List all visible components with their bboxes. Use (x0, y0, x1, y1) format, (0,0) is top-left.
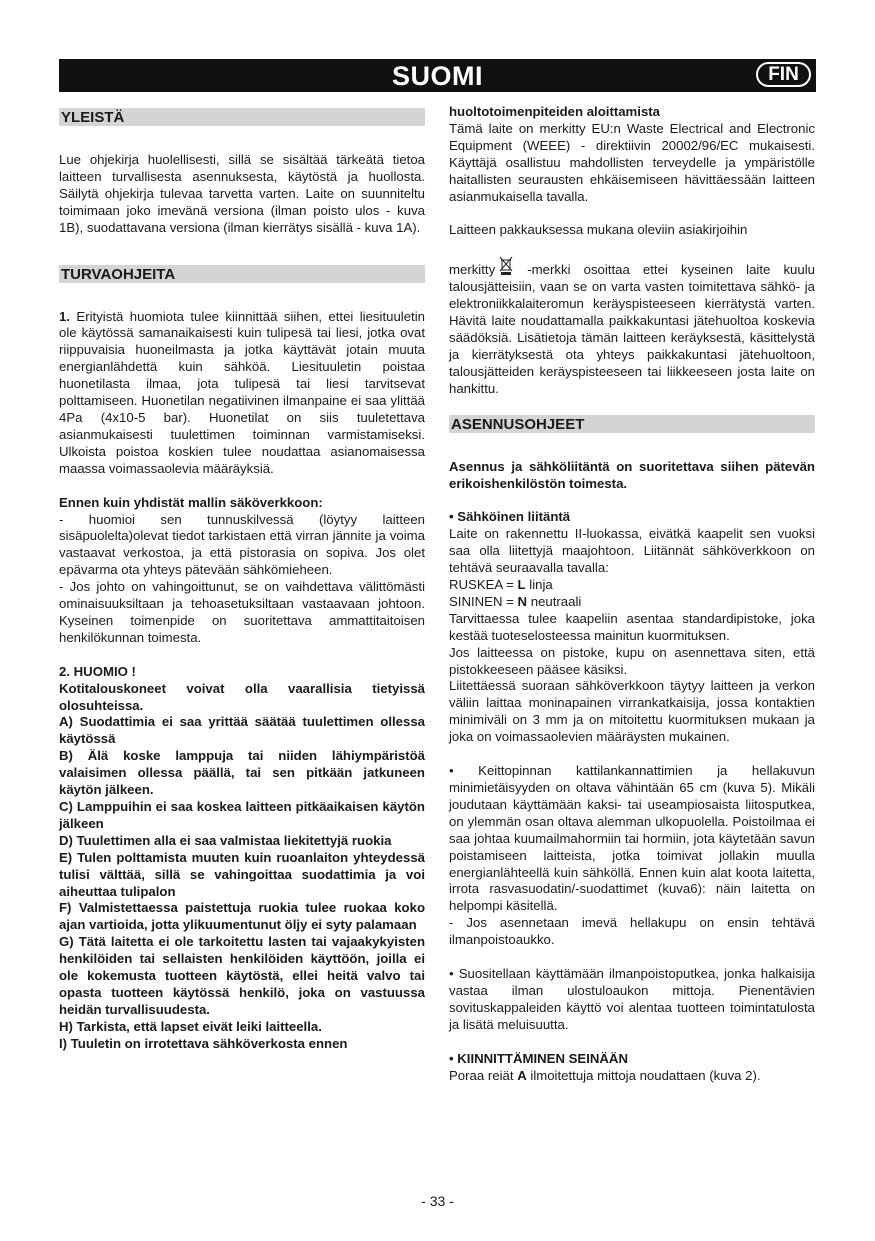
warning-item-f: F) Valmistettaessa paistettuja ruokia tulee ruokaa koko ajan vartioida, jotta ylikuumentunut öljy ei syty palamaan (59, 900, 425, 933)
distance-paragraph: • Keittopinnan kattilankannattimien ja hellakuvun minimietäisyyden on oltava vähintään 65 cm (kuva 5). Mikäli joudutaan käyttämään kaksi- tai useampiosaista liitosputkea, on ylemmän osan oltava alemman ulkopuolella. Poistoilmaa ei saa johtaa kuumailmahormiin tai hormiin, jota käytetään savun poistamiseen laitteista, jotka toimivat jollakin muulla energianlähteellä kuin sähköllä. Ennen kuin alat koota laitetta, irrota rasvasuodatin/-suodattimet (kuva6): näin laitetta on helpompi käsitellä. (449, 763, 815, 914)
packaging-word: merkitty (449, 262, 496, 278)
warning-item-e: E) Tulen polttamista muuten kuin ruoanlaiton yhteydessä tulisi välttää, sillä se vahingoittaa suodattimia ja voi aiheuttaa tulipalon (59, 849, 425, 899)
right-column (449, 104, 815, 1085)
section-heading-asennusohjeet: ASENNUSOHJEET (449, 415, 815, 433)
left-column (59, 108, 425, 1053)
brown-wire-line (449, 577, 815, 594)
electrical-paragraph-1: Laite on rakennettu II-luokassa, eivätkä kaapelit sen vuoksi saa olla liitettyjä maajohtoon. Liitännät sähköverkkoon on tehtävä seuraavalla tavalla: (449, 526, 815, 576)
crossed-bin-icon (498, 256, 514, 276)
wall-mount-paragraph (449, 1068, 815, 1085)
brown-wire-letter: L (517, 577, 526, 593)
warning-intro: Kotitalouskoneet voivat olla vaarallisia tietyissä olosuhteissa. (59, 680, 425, 713)
warning-item-g: G) Tätä laitetta ei ole tarkoitettu lasten tai vajaakykyisten henkilöiden tai sellaisten henkilöiden käyttöön, joilla ei ole kokemusta tuotteen käytöstä, ellei heitä valvo tai opasta tuotteen käytössä henkilö, joka on vastuussa heidän turvallisuudesta. (59, 934, 425, 1017)
blue-wire-desc: neutraali (527, 593, 582, 609)
warning-item-a: A) Suodattimia ei saa yrittää säätää tuulettimen ollessa käytössä (59, 714, 425, 747)
warning-item-b: B) Älä koske lamppuja tai niiden lähiympäristöä valaisimen ollessa päällä, tai sen pitkään jatkuneen käytön jälkeen. (59, 748, 425, 798)
electrical-paragraph-2: Tarvittaessa tulee kaapeliin asentaa standardipistoke, joka kestää tuoteselosteessa mainitun kuormituksen. (449, 610, 815, 643)
blue-wire-line (449, 594, 815, 611)
electrical-paragraph-4: Liitettäessä suoraan sähköverkkoon täytyy laitteen ja verkon väliin laittaa moninapainen virrankatkaisija, jossa kontaktien minimiväli on 3 mm ja on mitoitettu kuormituksen mukaan ja joka on voimassaolevien määräysten mukainen. (449, 678, 815, 745)
brown-wire-desc: linja (525, 577, 553, 593)
warning-heading: 2. HUOMIO ! (59, 663, 136, 679)
wall-mount-text-pre: Poraa reiät (449, 1067, 518, 1083)
connection-item-2: - Jos johto on vahingoittunut, se on vaihdettava välittömästi ominaisuuksiltaan ja tehoasetuksiltaan vastaavaan johtoon. Kyseinen toimenpide on suoritettava ammattitaitoisen henkilökunnan toimesta. (59, 579, 425, 645)
warning-item-c: C) Lamppuihin ei saa koskea laitteen pitkäaikaisen käytön jälkeen (59, 799, 425, 831)
packaging-paragraph-intro: Laitteen pakkauksessa mukana oleviin asiakirjoihin (449, 222, 748, 238)
continued-text: huoltotoimenpiteiden aloittamista (449, 104, 661, 119)
yleista-paragraph: Lue ohjekirja huolellisesti, sillä se sisältää tärkeätä tietoa laitteen turvallisesta asennuksesta, käytöstä ja huollosta. Säilytä ohjekirja tulevaa tarvetta varten. Laite on suunniteltu toimimaan joko imevänä versiona (ilman poisto ulos - kuva 1B), suodattavana versiona (ilman kierrätys sisällä - kuva 1A). (59, 152, 425, 235)
blue-wire-letter: N (517, 593, 528, 609)
connection-item-1: - huomioi sen tunnuskilvessä (löytyy laitteen sisäpuolelta)olevat tiedot tarkistaen että virran jännite ja voima vastaavat verkostoa, ja että pistorasia on sopiva. Jos olet epävarma ota yhteys pätevään sähkömieheen. (59, 511, 425, 578)
page-header-bar (59, 59, 816, 92)
wall-mount-text-post: ilmoitettuja mittoja noudattaen (kuva 2). (526, 1067, 761, 1083)
electrical-heading: • Sähköinen liitäntä (449, 509, 571, 525)
language-badge: FIN (756, 62, 811, 87)
safety-text-1: Erityistä huomiota tulee kiinnittää siihen, ettei liesituuletin ole käytössä samanaikaisesti kuin tulipesä tai liesi, jotka ovat riippuvaisia huoneilmasta ja jotka käyttävät jotain muuta energianlähdettä kuin sähköä. Liesituuletin poistaa huonetilasta ilmaa, jota tulipesä tai liesi tarvitsevat polttamiseen. Huonetilan negatiivinen ilmanpaine ei saa ylittää 4Pa (4x10-5 bar). Huonetilat on siis tuuletettava asianmukaisesti tuulettimen toiminnan varmistamiseksi. Ulkoista poistoa koskien tulee noudattaa asianomaisessa maassa voimassaolevia määräyksiä. (59, 308, 425, 476)
warning-item-d: D) Tuulettimen alla ei saa valmistaa liekitettyjä ruokia (59, 832, 392, 848)
blue-wire-label: SININEN = (449, 593, 518, 609)
wall-mount-letter: A (517, 1067, 527, 1083)
warning-item-i: I) Tuuletin on irrotettava sähköverkosta ennen (59, 1035, 348, 1051)
weee-paragraph: Tämä laite on merkitty EU:n Waste Electrical and Electronic Equipment (WEEE) - direktiivin 20002/96/EC mukaisesti. Käyttäjä osallistuu mahdollisten terveydelle ja ympäristölle haitallisten seurausten ehkäisemiseen hävittäessään laitteen asianmukaisella tavalla. (449, 120, 815, 204)
installation-intro: Asennus ja sähköliitäntä on suoritettava siihen pätevän erikoishenkilöstön toimesta. (449, 458, 815, 491)
section-heading-yleista: YLEISTÄ (59, 108, 425, 126)
page-number: - 33 - (421, 1193, 454, 1209)
packaging-text: -merkki osoittaa ettei kyseinen laite kuulu talousjätteisiin, vaan se on varta vasten toimitettava sähkö- ja elektroniikkalaiteromun keräyspisteeseen kierrätystä varten. Hävitä laite noudattamalla paikkakuntasi jätehuoltoa koskevia säädöksiä. Lisätietoja tämän laitteen keräyksestä, käsittelystä ja kierrätyksestä ota yhteys paikkakuntasi jätehuoltoon, talousjätteiden keräyspisteeseen tai liikkeeseen josta laite on hankittu. (449, 262, 815, 396)
page-title: SUOMI (391, 61, 483, 91)
pipe-paragraph: • Suositellaan käyttämään ilmanpoistoputkea, jonka halkaisija vastaa ilman ulostuloaukon mittoja. Pienentävien sovituskappaleiden käyttö voi alentaa tuotteen toimintatulosta ja lisätä meluisuutta. (449, 966, 815, 1032)
electrical-paragraph-3: Jos laitteessa on pistoke, kupu on asennettava siten, että pistokkeeseen pääsee käsiksi. (449, 644, 815, 677)
section-heading-turvaohjeita: TURVAOHJEITA (59, 265, 425, 283)
wall-mount-heading: • KIINNITTÄMINEN SEINÄÄN (449, 1050, 628, 1066)
brown-wire-label: RUSKEA = (449, 577, 518, 593)
packaging-paragraph (449, 256, 815, 397)
warning-item-h: H) Tarkista, että lapset eivät leiki laitteella. (59, 1018, 322, 1034)
connection-heading: Ennen kuin yhdistät mallin säköverkkoon: (59, 494, 323, 510)
distance-note: - Jos asennetaan imevä hellakupu on ensin tehtävä ilmanpoistoaukko. (449, 915, 815, 948)
safety-paragraph-1 (59, 309, 425, 478)
safety-number-1: 1. (59, 308, 70, 324)
